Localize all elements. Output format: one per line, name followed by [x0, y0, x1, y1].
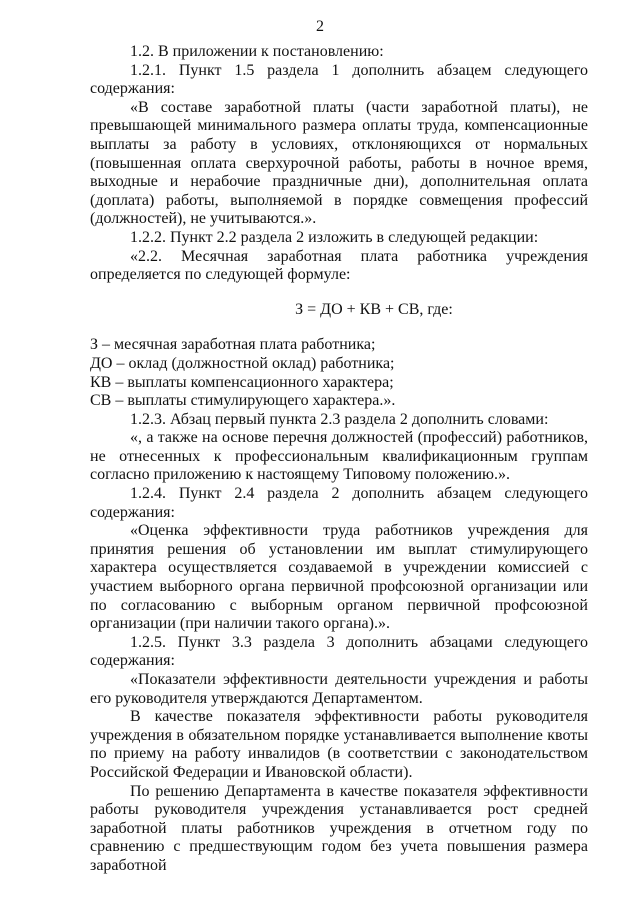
quote-paragraph-3-3-a: «Показатели эффективности деятельности учреждения и работы его руководителя утверждаются Департаментом.	[90, 671, 588, 707]
salary-formula: З = ДО + КВ + СВ, где:	[295, 300, 453, 318]
paragraph-1-2: 1.2. В приложении к постановлению:	[130, 43, 384, 60]
formula-definition-z: З – месячная заработная плата работника;	[90, 336, 376, 354]
paragraph-1-2-2: 1.2.2. Пункт 2.2 раздела 2 изложить в следующей редакции:	[130, 228, 539, 246]
paragraph-1-2-1: 1.2.1. Пункт 1.5 раздела 1 дополнить абзацем следующего содержания:	[90, 61, 588, 98]
paragraph-1-2-3: 1.2.3. Абзац первый пункта 2.3 раздела 2 дополнить словами:	[130, 410, 549, 428]
quote-paragraph-3-3-b: В качестве показателя эффективности работы руководителя учреждения в обязательном порядке устанавливается выполнение квоты по приему на работу инвалидов (в соответствии с законодательством Российской Федерации и Ивановской области).	[90, 708, 588, 781]
page-number: 2	[316, 18, 324, 35]
formula-definition-kv: КВ – выплаты компенсационного характера;	[90, 373, 394, 391]
document-body	[90, 43, 588, 876]
formula-definition-sv: СВ – выплаты стимулирующего характера.».	[90, 392, 396, 410]
quote-paragraph-3-3-c: По решению Департамента в качестве показателя эффективности работы руководителя учреждения устанавливается рост средней заработной платы работников учреждения в отчетном году по сравнению с предшествующим годом без учета повышения размера заработной	[90, 782, 588, 874]
quote-paragraph-2-2: «2.2. Месячная заработная плата работника учреждения определяется по следующей формуле:	[90, 247, 588, 284]
quote-paragraph-2-4: «Оценка эффективности труда работников учреждения для принятия решения об установлении им выплат стимулирующего характера осуществляется создаваемой в учреждении комиссией с участием выборного органа первичной профсоюзной организации или по согласованию с выборным органом первичной профсоюзной организации (при наличии такого органа).».	[90, 522, 588, 633]
paragraph-1-2-4: 1.2.4. Пункт 2.4 раздела 2 дополнить абзацем следующего содержания:	[90, 485, 588, 521]
formula-definition-do: ДО – оклад (должностной оклад) работника;	[90, 354, 395, 372]
quote-paragraph-2-3: «, а также на основе перечня должностей (профессий) работников, не отнесенных к профессиональным квалификационным группам согласно приложению к настоящему Типовому положению.».	[90, 429, 588, 484]
quote-paragraph-1-5: «В составе заработной платы (части заработной платы), не превышающей минимального размера оплаты труда, компенсационные выплаты за работу в условиях, отклоняющихся от нормальных (повышенная оплата сверхурочной работы, работы в ночное время, выходные и нерабочие праздничные дни), дополнительная оплата (доплата) работы, выполняемой в порядке совмещения профессий (должностей), не учитываются.».	[90, 98, 588, 228]
paragraph-1-2-5: 1.2.5. Пункт 3.3 раздела 3 дополнить абзацами следующего содержания:	[90, 633, 588, 670]
